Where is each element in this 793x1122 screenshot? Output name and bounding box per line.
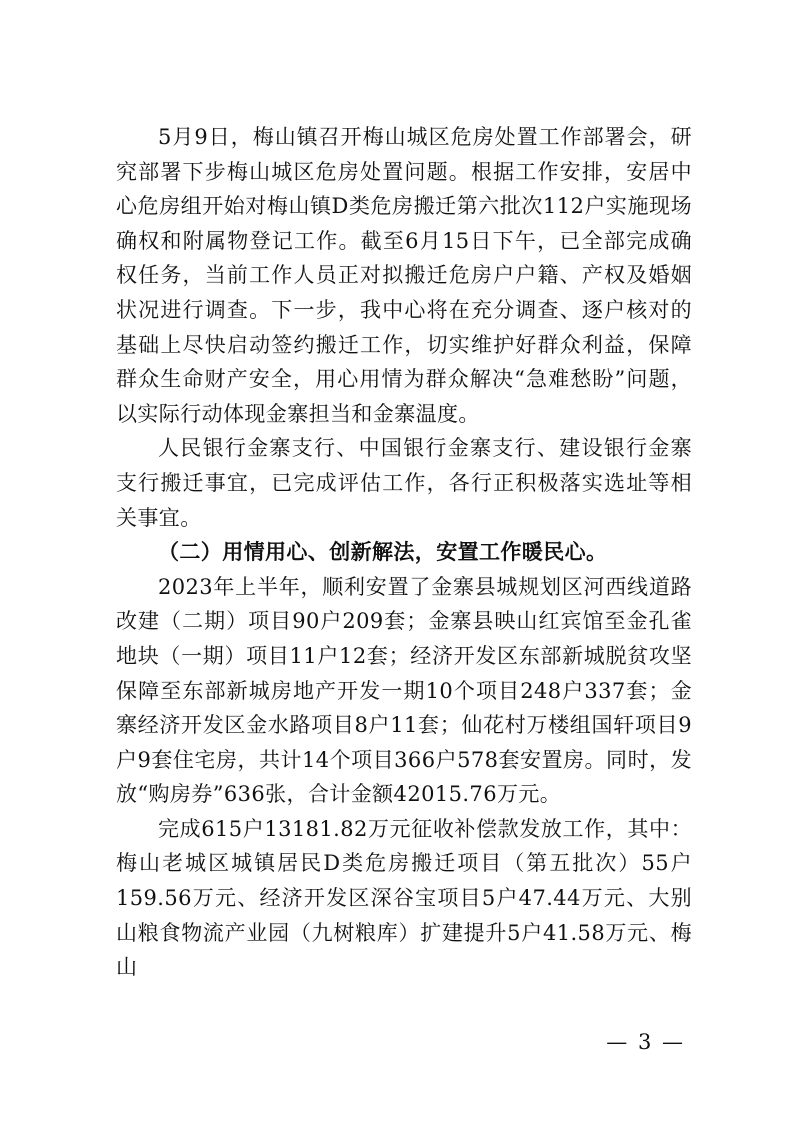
paragraph-meishan-d-class-relocation: 5月9日，梅山镇召开梅山城区危房处置工作部署会，研究部署下步梅山城区危房处置问题。根据工作安排，安居中心危房组开始对梅山镇D类危房搬迁第六批次112户实施现场确权和附属物登记工作。截至6月15日下午，已全部完成确权任务，当前工作人员正对拟搬迁危房户户籍、产权及婚姻状况进行调查。下一步，我中心将在充分调查、逐户核对的基础上尽快启动签约搬迁工作，切实维护好群众利益，保障群众生命财产安全，用心用情为群众解决“急难愁盼”问题，以实际行动体现金寨担当和金寨温度。 xyxy=(116,125,692,426)
paragraph-bank-relocation: 人民银行金寨支行、中国银行金寨支行、建设银行金寨支行搬迁事宜，已完成评估工作，各行正积极落实选址等相关事宜。 xyxy=(116,436,692,530)
section-heading: （二）用情用心、创新解法，安置工作暖民心。 xyxy=(158,539,608,565)
paragraph-resettlement-2023: 2023年上半年，顺利安置了金寨县城规划区河西线道路改建（二期）项目90户209套；金寨县映山红宾馆至金孔雀地块（一期）项目11户12套；经济开发区东部新城脱贫攻坚保障至东部新城房地产开发一期10个项目248户337套；金寨经济开发区金水路项目8户11套；仙花村万楼组国轩项目9户9套住宅房，共计14个项目366户578套安置房。同时，发放“购房券”636张，合计金额42015.76万元。 xyxy=(116,574,692,807)
paragraph-compensation-payment: 完成615户13181.82万元征收补偿款发放工作，其中：梅山老城区城镇居民D类危房搬迁项目（第五批次）55户159.56万元、经济开发区深谷宝项目5户47.44万元、大别山粮食物流产业园（九树粮库）扩建提升5户41.58万元、梅山 xyxy=(116,816,692,980)
page-number: — 3 — xyxy=(606,1030,685,1054)
document-body xyxy=(116,120,692,985)
